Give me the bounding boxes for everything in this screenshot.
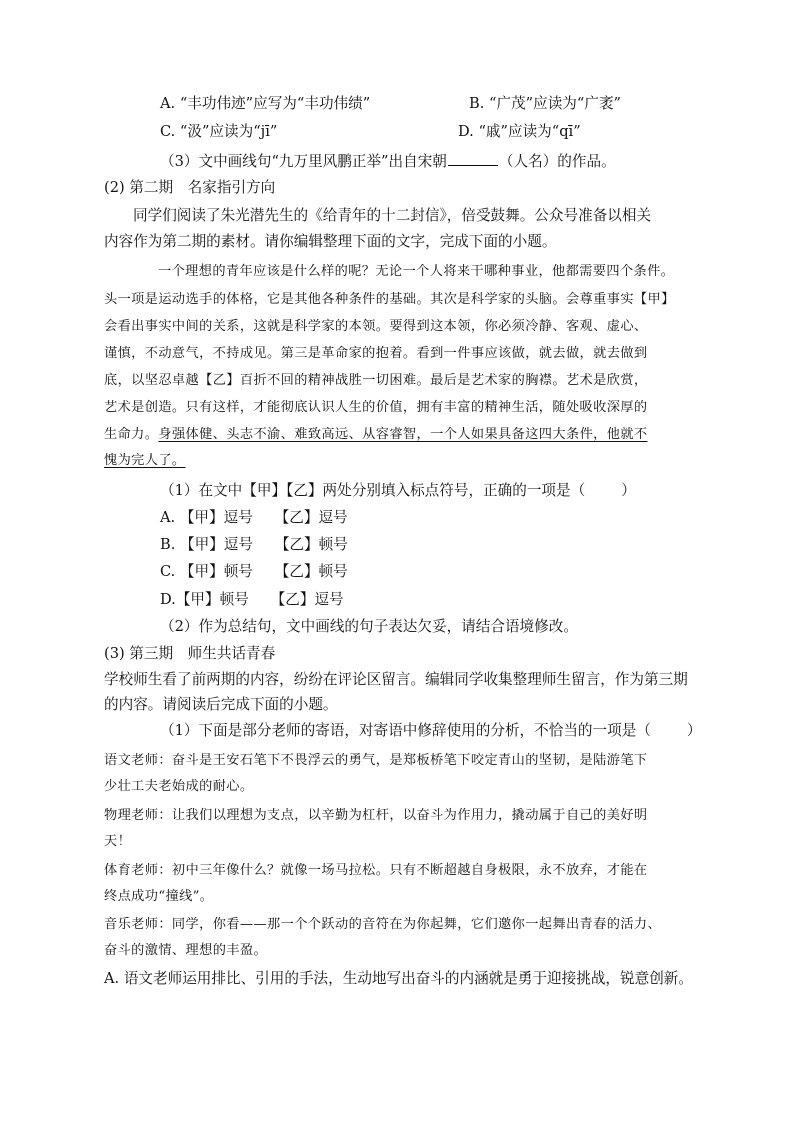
issue-3-heading: (3) 第三期 师生共话青春: [104, 645, 276, 662]
option-d: D. “戚”应读为“qī”: [458, 123, 581, 140]
passage-line: 一个理想的青年应该是什么样的呢？无论一个人将来干哪种事业，他都需要四个条件。: [158, 264, 675, 279]
punctuation-option-a: A. 【甲】逗号 【乙】逗号: [160, 509, 348, 526]
passage-line: 会看出事实中间的关系，这就是科学家的本领。要得到这本领，你必须冷静、客观、虚心、: [104, 319, 648, 334]
passage-line: 底，以坚忍卓越【乙】百折不回的精神战胜一切困难。最后是艺术家的胸襟。艺术是欣赏，: [104, 373, 648, 388]
issue-2-intro-line-2: 内容作为第二期的素材。请你编辑整理下面的文字，完成下面的小题。: [104, 233, 557, 250]
teacher-message-line: 终点成功“撞线”。: [104, 889, 214, 904]
teacher-message-line: 奋斗的激情、理想的丰盈。: [104, 943, 268, 958]
option-c: C. “汲”应读为“jī”: [160, 123, 278, 140]
punctuation-option-b: B. 【甲】逗号 【乙】顿号: [160, 536, 348, 553]
teacher-message-line: 少壮工夫老始成的耐心。: [104, 779, 254, 794]
punctuation-option-d: D.【甲】顿号 【乙】逗号: [160, 591, 344, 608]
teacher-message-line: 体育老师：初中三年像什么？就像一场马拉松。只有不断超越自身极限，永不放弃，才能在: [104, 863, 648, 878]
option-a: A. “丰功伟迹”应写为“丰功伟绩”: [160, 95, 371, 112]
passage-line: 艺术是创造。只有这样，才能彻底认识人生的价值，拥有丰富的精神生活，随处吸收深厚的: [104, 400, 648, 415]
sub-question-3-suffix: （人名）的作品。: [498, 153, 616, 170]
underlined-sentence-end: 愧为完人了。: [104, 453, 186, 468]
sub-question-3: [160, 153, 616, 170]
issue-3-intro-line-2: 的内容。请阅读后完成下面的小题。: [104, 696, 338, 713]
passage-line: 头一项是运动选手的体格，它是其他各种条件的基础。其次是科学家的头脑。会尊重事实【甲】: [104, 292, 675, 307]
option-b: B. “广茂”应读为“广袤”: [469, 95, 622, 112]
issue-3-sub-question-1: [160, 724, 702, 739]
passage-plain-part: 生命力。: [104, 427, 159, 442]
teacher-message-line: 天！: [104, 834, 132, 849]
teacher-message-line: 语文老师：奋斗是王安石笔下不畏浮云的勇气，是郑板桥笔下咬定青山的坚韧，是陆游笔下: [104, 753, 648, 768]
teacher-message-line: 音乐老师：同学，你看——那一个个跃动的音符在为你起舞，它们邀你一起舞出青春的活力、: [104, 917, 662, 932]
teacher-message-line: 物理老师：让我们以理想为支点，以辛勤为杠杆，以奋斗为作用力，撬动属于自己的美好明: [104, 808, 648, 823]
sub-question-1-text: （1）下面是部分老师的寄语，对寄语中修辞使用的分析，不恰当的一项是（: [160, 722, 651, 739]
close-paren: ）: [621, 482, 636, 499]
issue-2-sub-question-2: （2）作为总结句，文中画线的句子表达欠妥，请结合语境修改。: [160, 618, 578, 635]
sub-question-1-text: （1）在文中【甲】【乙】两处分别填入标点符号，正确的一项是（: [160, 482, 586, 499]
close-paren: ）: [686, 722, 702, 739]
issue-2-intro-line-1: 同学们阅读了朱光潜先生的《给青年的十二封信》，倍受鼓舞。公众号准备以相关: [133, 207, 652, 224]
answer-blank: [448, 153, 498, 166]
issue-2-sub-question-1: [160, 484, 636, 499]
issue-3-intro-line-1: 学校师生看了前两期的内容，纷纷在评论区留言。编辑同学收集整理师生留言，作为第三期: [104, 671, 688, 688]
underlined-sentence: 身强体健、头志不渝、难致高远、从容睿智，一个人如果具备这四大条件，他就不: [158, 427, 648, 442]
punctuation-option-c: C. 【甲】顿号 【乙】顿号: [160, 563, 348, 580]
passage-line-underlined: [104, 428, 648, 441]
issue-2-heading: (2) 第二期 名家指引方向: [104, 179, 276, 196]
passage-line: 谨慎，不动意气，不持成见。第三是革命家的抱着。看到一件事应该做，就去做，就去做到: [104, 346, 648, 361]
sub-question-3-text: （3）文中画线句“九万里风鹏正举”出自宋朝: [160, 153, 447, 170]
rhetoric-option-a: A. 语文老师运用排比、引用的手法，生动地写出奋斗的内涵就是勇于迎接挑战，锐意创新。: [104, 970, 693, 987]
